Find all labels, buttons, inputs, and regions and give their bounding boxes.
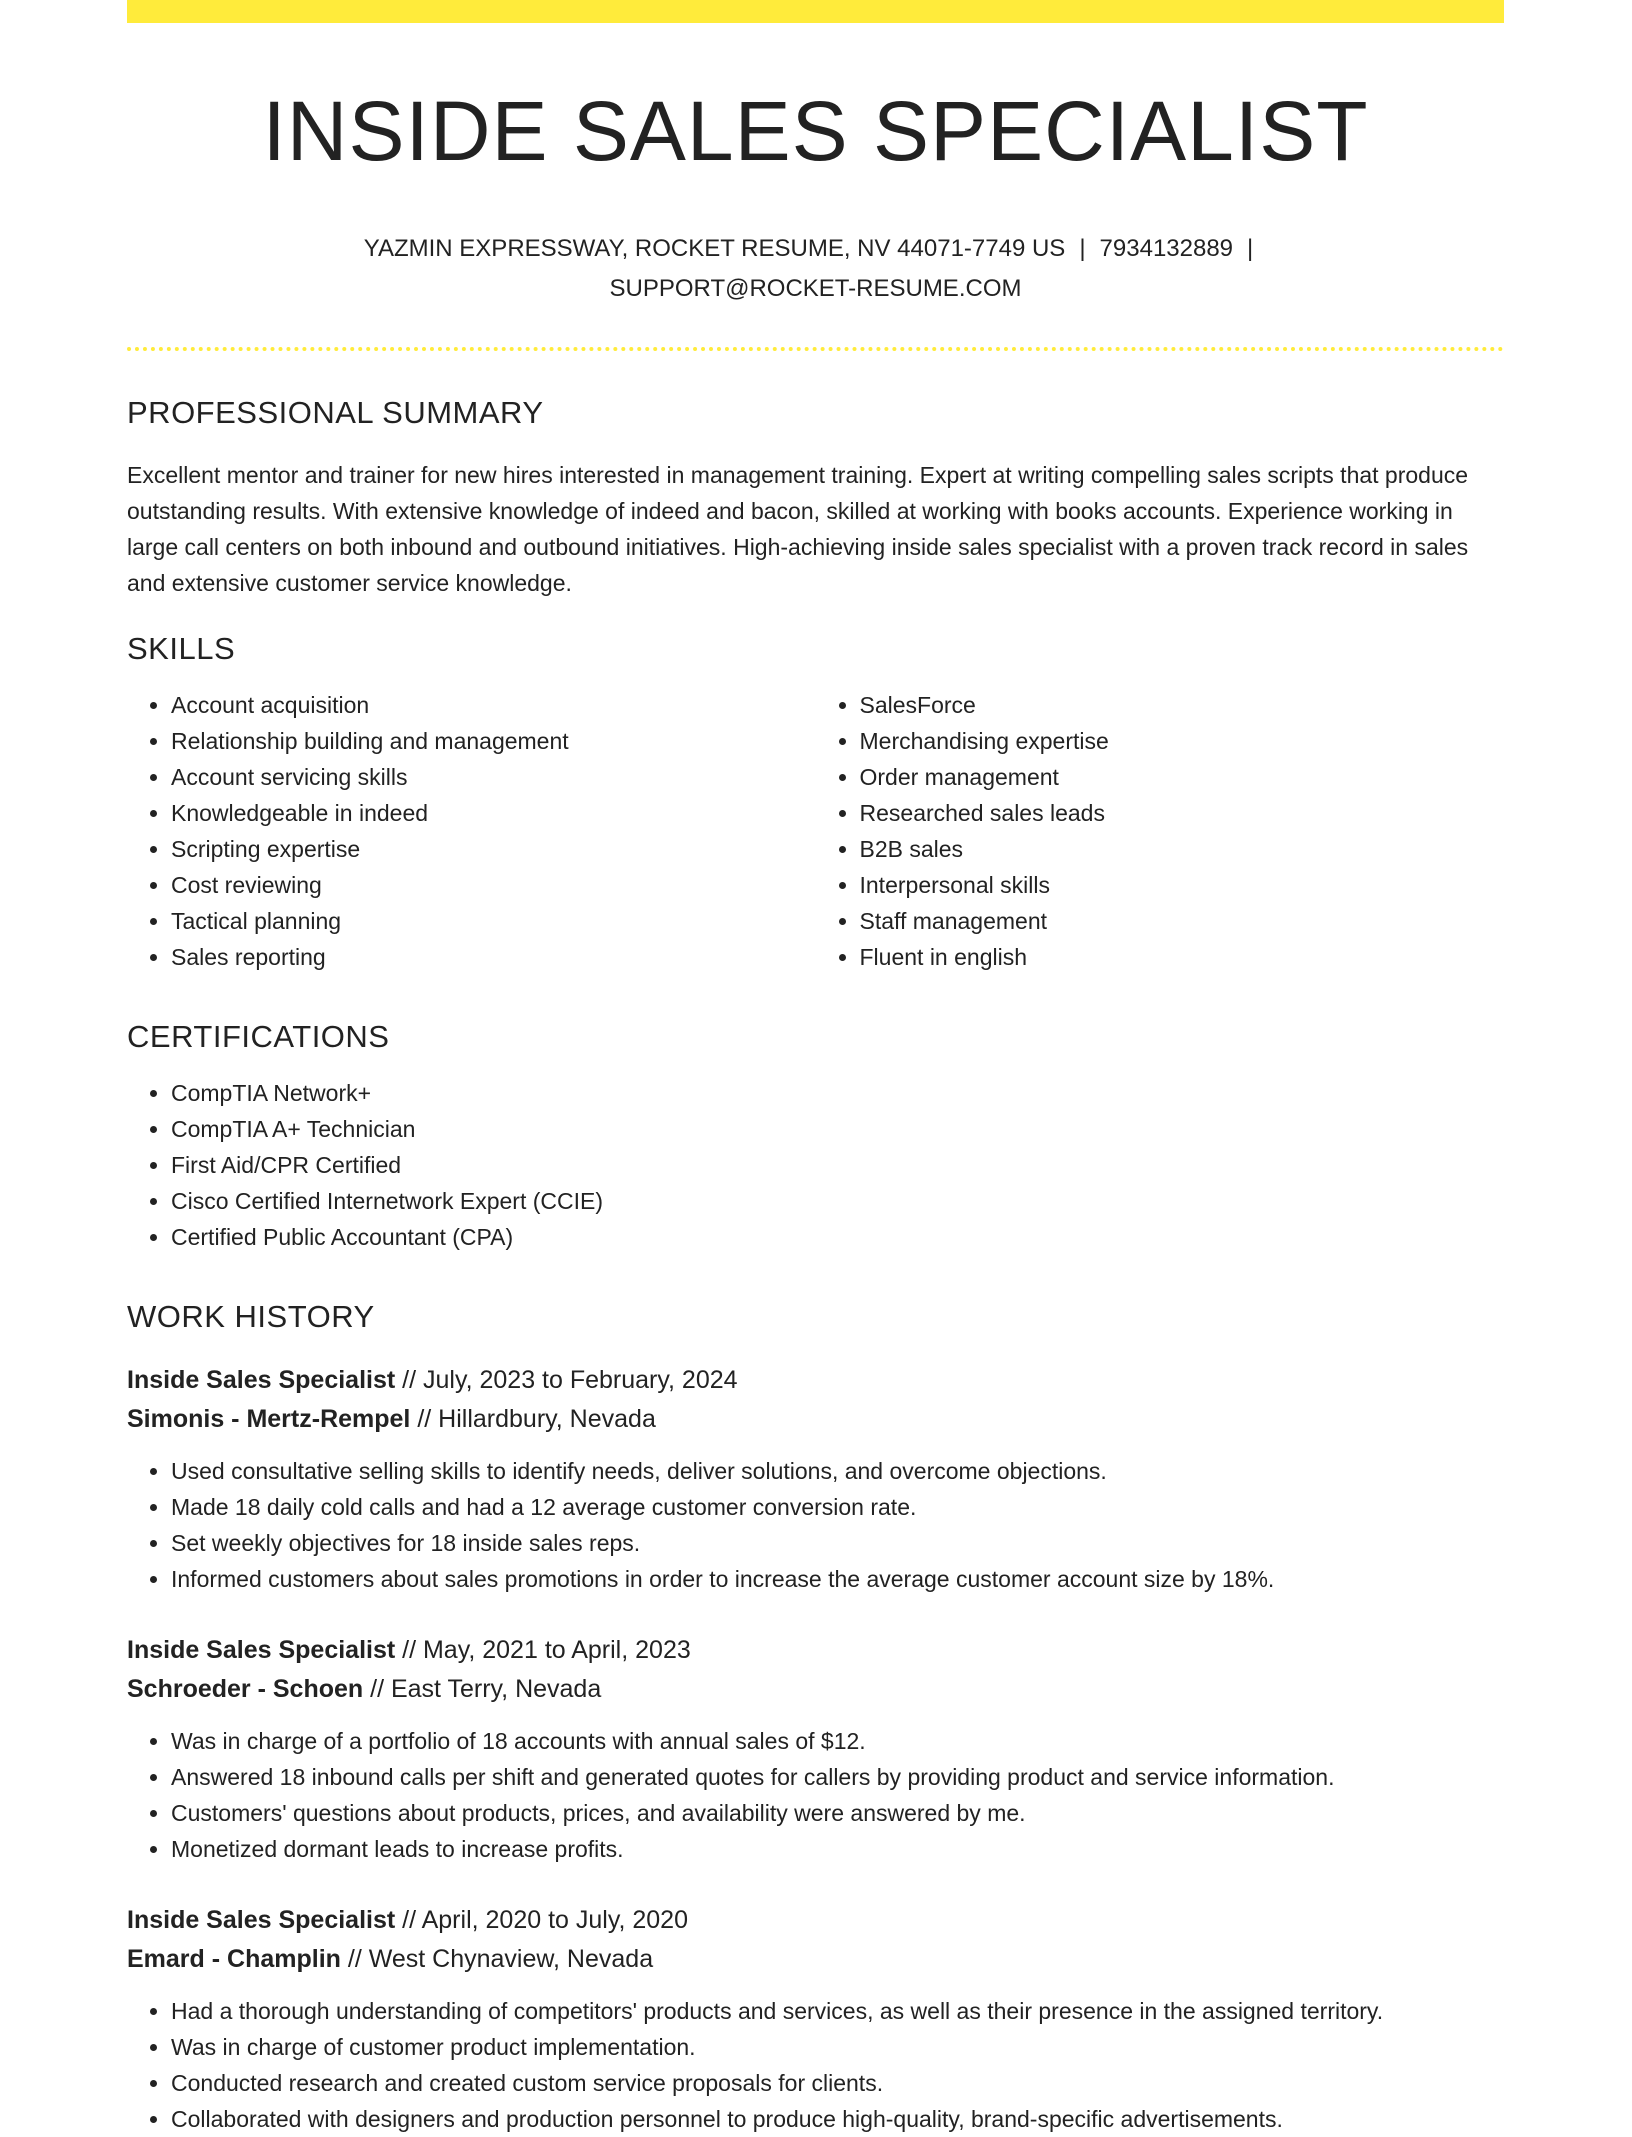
job-role: Inside Sales Specialist bbox=[127, 1906, 396, 1935]
job-bullet: • Monetized dormant leads to increase profits. bbox=[171, 1831, 1504, 1867]
job-entry bbox=[127, 1901, 1504, 2137]
skill-item: • Merchandising expertise bbox=[860, 723, 1505, 759]
job-entry bbox=[127, 1361, 1504, 1597]
skill-item: • Tactical planning bbox=[171, 903, 816, 939]
certifications-heading: CERTIFICATIONS bbox=[127, 1019, 390, 1055]
skill-item: • Researched sales leads bbox=[860, 795, 1505, 831]
job-location: // Hillardbury, Nevada bbox=[410, 1405, 656, 1434]
skill-item: • Account acquisition bbox=[171, 687, 816, 723]
job-company: Simonis - Mertz-Rempel bbox=[127, 1405, 411, 1434]
skill-item: • Account servicing skills bbox=[171, 759, 816, 795]
work-history-heading: WORK HISTORY bbox=[127, 1299, 375, 1335]
skill-item: • Order management bbox=[860, 759, 1505, 795]
skill-item: • Scripting expertise bbox=[171, 831, 816, 867]
contact-line-1 bbox=[127, 229, 1504, 269]
job-location: // West Chynaview, Nevada bbox=[340, 1945, 654, 1974]
contact-phone: 7934132889 bbox=[1099, 235, 1234, 263]
job-bullet: • Made 18 daily cold calls and had a 12 average customer conversion rate. bbox=[171, 1489, 1504, 1525]
job-location: // East Terry, Nevada bbox=[363, 1675, 602, 1704]
skill-item: • SalesForce bbox=[860, 687, 1505, 723]
certification-item: • CompTIA A+ Technician bbox=[171, 1111, 1504, 1147]
skill-item: • B2B sales bbox=[860, 831, 1505, 867]
job-bullet: • Set weekly objectives for 18 inside sales reps. bbox=[171, 1525, 1504, 1561]
job-bullets bbox=[127, 1453, 1504, 1597]
job-company: Emard - Champlin bbox=[127, 1945, 341, 1974]
skills-heading: SKILLS bbox=[127, 631, 236, 667]
job-bullet: • Conducted research and created custom service proposals for clients. bbox=[171, 2065, 1504, 2101]
job-bullet: • Was in charge of a portfolio of 18 accounts with annual sales of $12. bbox=[171, 1723, 1504, 1759]
job-role: Inside Sales Specialist bbox=[127, 1636, 396, 1665]
skill-item: • Relationship building and management bbox=[171, 723, 816, 759]
contact-separator: | bbox=[1079, 235, 1086, 263]
skill-item: • Cost reviewing bbox=[171, 867, 816, 903]
job-bullets bbox=[127, 1723, 1504, 1867]
job-bullet: • Customers' questions about products, prices, and availability were answered by me. bbox=[171, 1795, 1504, 1831]
certification-item: • Certified Public Accountant (CPA) bbox=[171, 1219, 1504, 1255]
resume-title: INSIDE SALES SPECIALIST bbox=[262, 84, 1369, 178]
job-dates: // July, 2023 to February, 2024 bbox=[395, 1366, 738, 1395]
summary-text: Excellent mentor and trainer for new hires interested in management training. Expert at writing compelling sales scripts that produce outstanding results. With extensive knowledge of indeed and bacon, skilled at working with books accounts. Experience working in large call centers on both inbound and outbound initiatives. High-achieving inside sales specialist with a proven track record in sales and extensive customer service knowledge. bbox=[127, 462, 1469, 597]
contact-email: SUPPORT@ROCKET-RESUME.COM bbox=[609, 275, 1022, 303]
job-bullet: • Informed customers about sales promotions in order to increase the average customer account size by 18%. bbox=[171, 1561, 1504, 1597]
job-title-line bbox=[127, 1361, 1504, 1400]
certification-item: • First Aid/CPR Certified bbox=[171, 1147, 1504, 1183]
dotted-divider bbox=[127, 347, 1504, 351]
job-dates: // May, 2021 to April, 2023 bbox=[395, 1636, 691, 1665]
certification-item: • Cisco Certified Internetwork Expert (CCIE) bbox=[171, 1183, 1504, 1219]
job-bullet: • Used consultative selling skills to identify needs, deliver solutions, and overcome objections. bbox=[171, 1453, 1504, 1489]
contact-info bbox=[127, 229, 1504, 309]
job-company-line bbox=[127, 1670, 1504, 1709]
job-company-line bbox=[127, 1400, 1504, 1439]
skill-item: • Sales reporting bbox=[171, 939, 816, 975]
contact-separator: | bbox=[1247, 235, 1254, 263]
job-title-line bbox=[127, 1901, 1504, 1940]
job-bullet: • Was in charge of customer product implementation. bbox=[171, 2029, 1504, 2065]
contact-line-2 bbox=[127, 269, 1504, 309]
job-bullet: • Had a thorough understanding of competitors' products and services, as well as their presence in the assigned territory. bbox=[171, 1993, 1504, 2029]
skill-item: • Fluent in english bbox=[860, 939, 1505, 975]
job-entry bbox=[127, 1631, 1504, 1867]
job-bullet: • Collaborated with designers and production personnel to produce high-quality, brand-specific advertisements. bbox=[171, 2101, 1504, 2137]
job-title-line bbox=[127, 1631, 1504, 1670]
skill-item: • Staff management bbox=[860, 903, 1505, 939]
skills-list-right bbox=[816, 687, 1505, 975]
resume-page bbox=[127, 0, 1504, 2137]
contact-address: YAZMIN EXPRESSWAY, ROCKET RESUME, NV 44071-7749 US bbox=[363, 235, 1066, 263]
job-bullet: • Answered 18 inbound calls per shift and generated quotes for callers by providing product and service information. bbox=[171, 1759, 1504, 1795]
accent-top-bar bbox=[127, 0, 1504, 23]
certifications-list bbox=[127, 1075, 1504, 1255]
skills-columns bbox=[127, 687, 1504, 975]
job-dates: // April, 2020 to July, 2020 bbox=[395, 1906, 688, 1935]
skill-item: • Interpersonal skills bbox=[860, 867, 1505, 903]
job-bullets bbox=[127, 1993, 1504, 2137]
job-company: Schroeder - Schoen bbox=[127, 1675, 364, 1704]
skill-item: • Knowledgeable in indeed bbox=[171, 795, 816, 831]
job-role: Inside Sales Specialist bbox=[127, 1366, 396, 1395]
skills-list-left bbox=[127, 687, 816, 975]
certification-item: • CompTIA Network+ bbox=[171, 1075, 1504, 1111]
job-company-line bbox=[127, 1940, 1504, 1979]
summary-heading: PROFESSIONAL SUMMARY bbox=[127, 395, 544, 431]
